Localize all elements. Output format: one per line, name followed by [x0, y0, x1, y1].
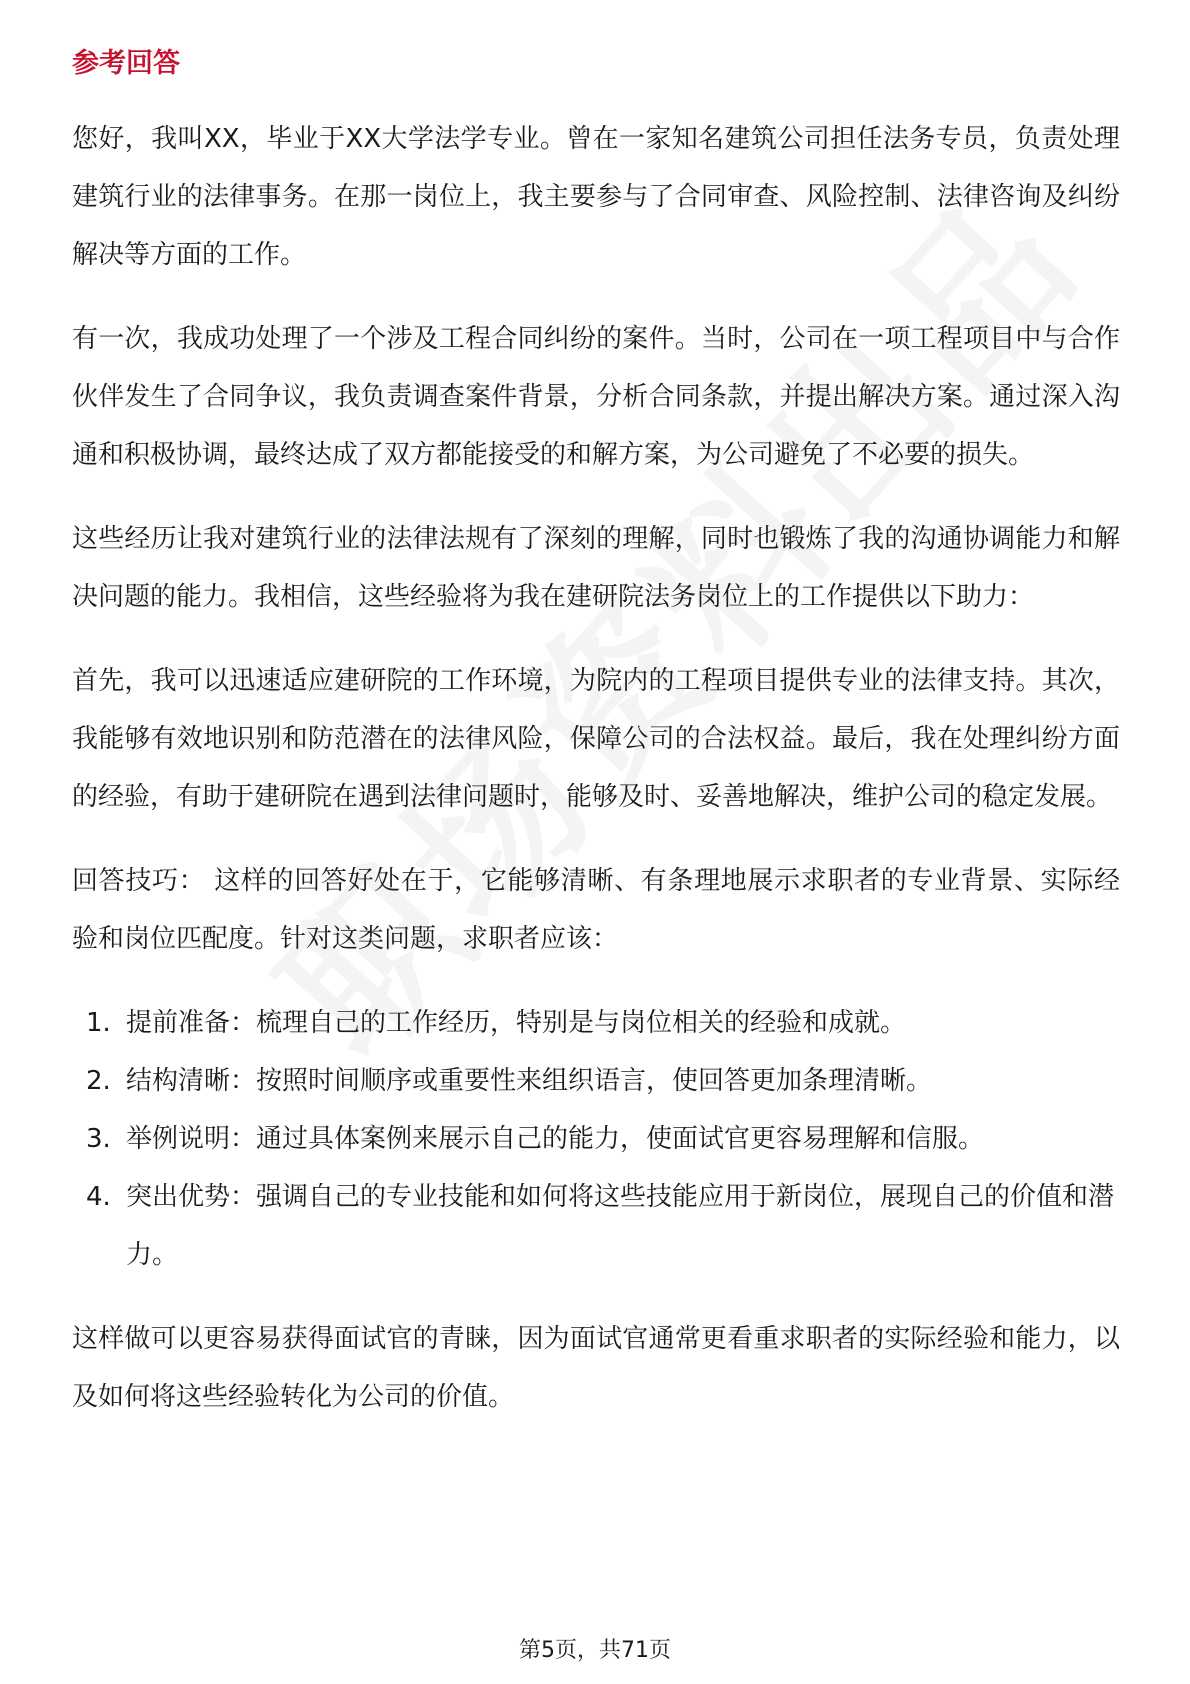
tips-list [72, 994, 1120, 1284]
list-item-number: 3. [86, 1124, 111, 1154]
paragraph-intro: 您好，我叫XX，毕业于XX大学法学专业。曾在一家知名建筑公司担任法务专员，负责处理建筑行业的法律事务。在那一岗位上，我主要参与了合同审查、风险控制、法律咨询及纠纷解决等方面的工作。 [72, 124, 1120, 270]
paragraph-closing: 这样做可以更容易获得面试官的青睐，因为面试官通常更看重求职者的实际经验和能力，以及如何将这些经验转化为公司的价值。 [72, 1324, 1120, 1412]
page-number: 第5页，共71页 [519, 1638, 671, 1663]
paragraph-contribution: 首先，我可以迅速适应建研院的工作环境，为院内的工程项目提供专业的法律支持。其次，我能够有效地识别和防范潜在的法律风险，保障公司的合法权益。最后，我在处理纠纷方面的经验，有助于建研院在遇到法律问题时，能够及时、妥善地解决，维护公司的稳定发展。 [72, 666, 1120, 812]
paragraph-tips: 回答技巧： 这样的回答好处在于，它能够清晰、有条理地展示求职者的专业背景、实际经验和岗位匹配度。针对这类问题，求职者应该： [72, 866, 1120, 954]
paragraph-case: 有一次，我成功处理了一个涉及工程合同纠纷的案件。当时，公司在一项工程项目中与合作伙伴发生了合同争议，我负责调查案件背景，分析合同条款，并提出解决方案。通过深入沟通和积极协调，最终达成了双方都能接受的和解方案，为公司避免了不必要的损失。 [72, 324, 1120, 470]
list-item-text: 结构清晰：按照时间顺序或重要性来组织语言，使回答更加条理清晰。 [126, 1066, 933, 1096]
list-item-number: 1. [86, 1008, 111, 1038]
list-item-number: 4. [86, 1182, 111, 1212]
list-item [72, 1052, 1120, 1110]
list-item [72, 994, 1120, 1052]
section-heading: 参考回答 [72, 48, 180, 79]
list-item [72, 1168, 1120, 1284]
paragraph-experience: 这些经历让我对建筑行业的法律法规有了深刻的理解，同时也锻炼了我的沟通协调能力和解决问题的能力。我相信，这些经验将为我在建研院法务岗位上的工作提供以下助力： [72, 524, 1120, 612]
list-item-text: 举例说明：通过具体案例来展示自己的能力，使面试官更容易理解和信服。 [126, 1124, 985, 1154]
list-item [72, 1110, 1120, 1168]
list-item-text: 突出优势：强调自己的专业技能和如何将这些技能应用于新岗位，展现自己的价值和潜力。 [126, 1182, 1115, 1270]
page-content [72, 44, 1120, 1452]
list-item-number: 2. [86, 1066, 111, 1096]
list-item-text: 提前准备：梳理自己的工作经历，特别是与岗位相关的经验和成就。 [126, 1008, 907, 1038]
